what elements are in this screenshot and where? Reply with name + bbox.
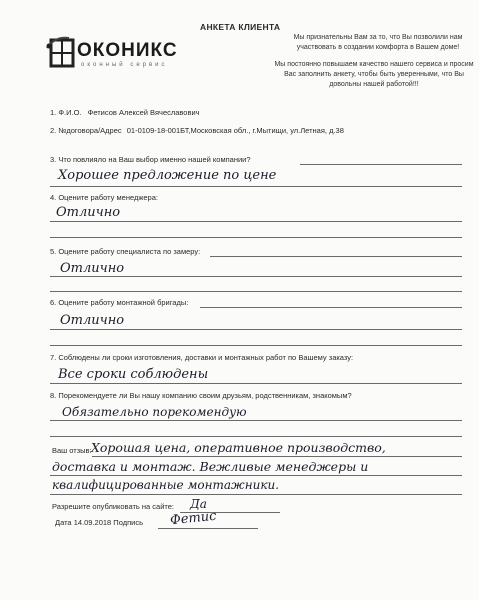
answer-line <box>50 291 462 292</box>
fio-label: 1. Ф.И.О. <box>50 108 82 117</box>
answer-line <box>300 164 462 165</box>
question-4-answer: Отлично <box>56 205 121 220</box>
contract-value: 01-0109-18-001БТ,Московская обл., г.Мытищи, ул.Летная, д.38 <box>126 126 344 135</box>
thanks-line: Мы признательны Вам за то, что Вы позволили нам <box>293 34 463 41</box>
question-8-label: 8. Порекомендуете ли Вы нашу компанию своим друзьям, родственникам, знакомым? <box>50 391 352 400</box>
answer-line <box>50 420 462 421</box>
question-6-label: 6. Оцените работу монтажной бригады: <box>50 298 189 307</box>
question-3-answer: Хорошее предложение по цене <box>58 168 277 183</box>
answer-line <box>50 383 462 384</box>
publish-answer: Да <box>190 497 207 511</box>
signature-line <box>158 528 258 529</box>
question-5-label: 5. Оцените работу специалиста по замеру: <box>50 247 201 256</box>
improve-line: довольны нашей работой!!! <box>329 81 419 88</box>
review-label: Ваш отзыв: <box>52 446 92 455</box>
answer-line <box>50 276 462 277</box>
form-title: АНКЕТА КЛИЕНТА <box>200 22 281 32</box>
question-4-label: 4. Оцените работу менеджера: <box>50 193 158 202</box>
logo-name: ОКОНИКС <box>77 40 178 61</box>
logo <box>45 34 205 74</box>
review-line-3: квалифицированные монтажники. <box>52 478 280 492</box>
question-6-answer: Отлично <box>60 313 125 328</box>
improve-line: Мы постоянно повышаем качество нашего сервиса и просим <box>274 61 474 68</box>
improve-line: Вас заполнить анкету, чтобы быть уверенными, что Вы <box>284 71 464 78</box>
answer-line <box>50 237 462 238</box>
answer-line <box>50 345 462 346</box>
question-5-answer: Отлично <box>60 261 125 276</box>
signature: Фетис <box>169 508 218 529</box>
contract-label: 2. №договора/Адрес <box>50 126 122 135</box>
improve-text <box>270 60 478 90</box>
date-label: Дата 14.09.2018 Подпись <box>55 518 143 527</box>
review-line-1: Хорошая цена, оперативное производство, <box>91 440 386 455</box>
answer-line <box>50 329 462 330</box>
question-3-label: 3. Что повлияло на Ваш выбор именно нашей компании? <box>50 155 251 164</box>
publish-label: Разрешите опубликовать на сайте: <box>52 502 175 511</box>
question-7-label: 7. Соблюдены ли сроки изготовления, доставки и монтажных работ по Вашему заказу: <box>50 353 354 362</box>
question-8-answer: Обязательно порекомендую <box>62 405 247 419</box>
question-7-answer: Все сроки соблюдены <box>58 367 209 382</box>
answer-line <box>50 436 462 437</box>
fio-value: Фетисов Алексей Вячеславович <box>87 108 200 117</box>
answer-line <box>210 256 462 257</box>
review-line-2: доставка и монтаж. Вежливые менеджеры и <box>52 459 369 474</box>
answer-line <box>50 186 462 187</box>
answer-line <box>50 494 462 495</box>
fio-row <box>50 108 200 118</box>
answer-line <box>50 475 462 476</box>
contract-row <box>50 126 344 136</box>
logo-subtitle: оконный сервис <box>81 62 168 68</box>
answer-line <box>200 307 462 308</box>
answer-line <box>92 456 462 457</box>
answer-line <box>50 221 462 222</box>
thanks-line: участвовать в создании комфорта в Вашем доме! <box>296 44 460 51</box>
thanks-text <box>278 33 478 53</box>
